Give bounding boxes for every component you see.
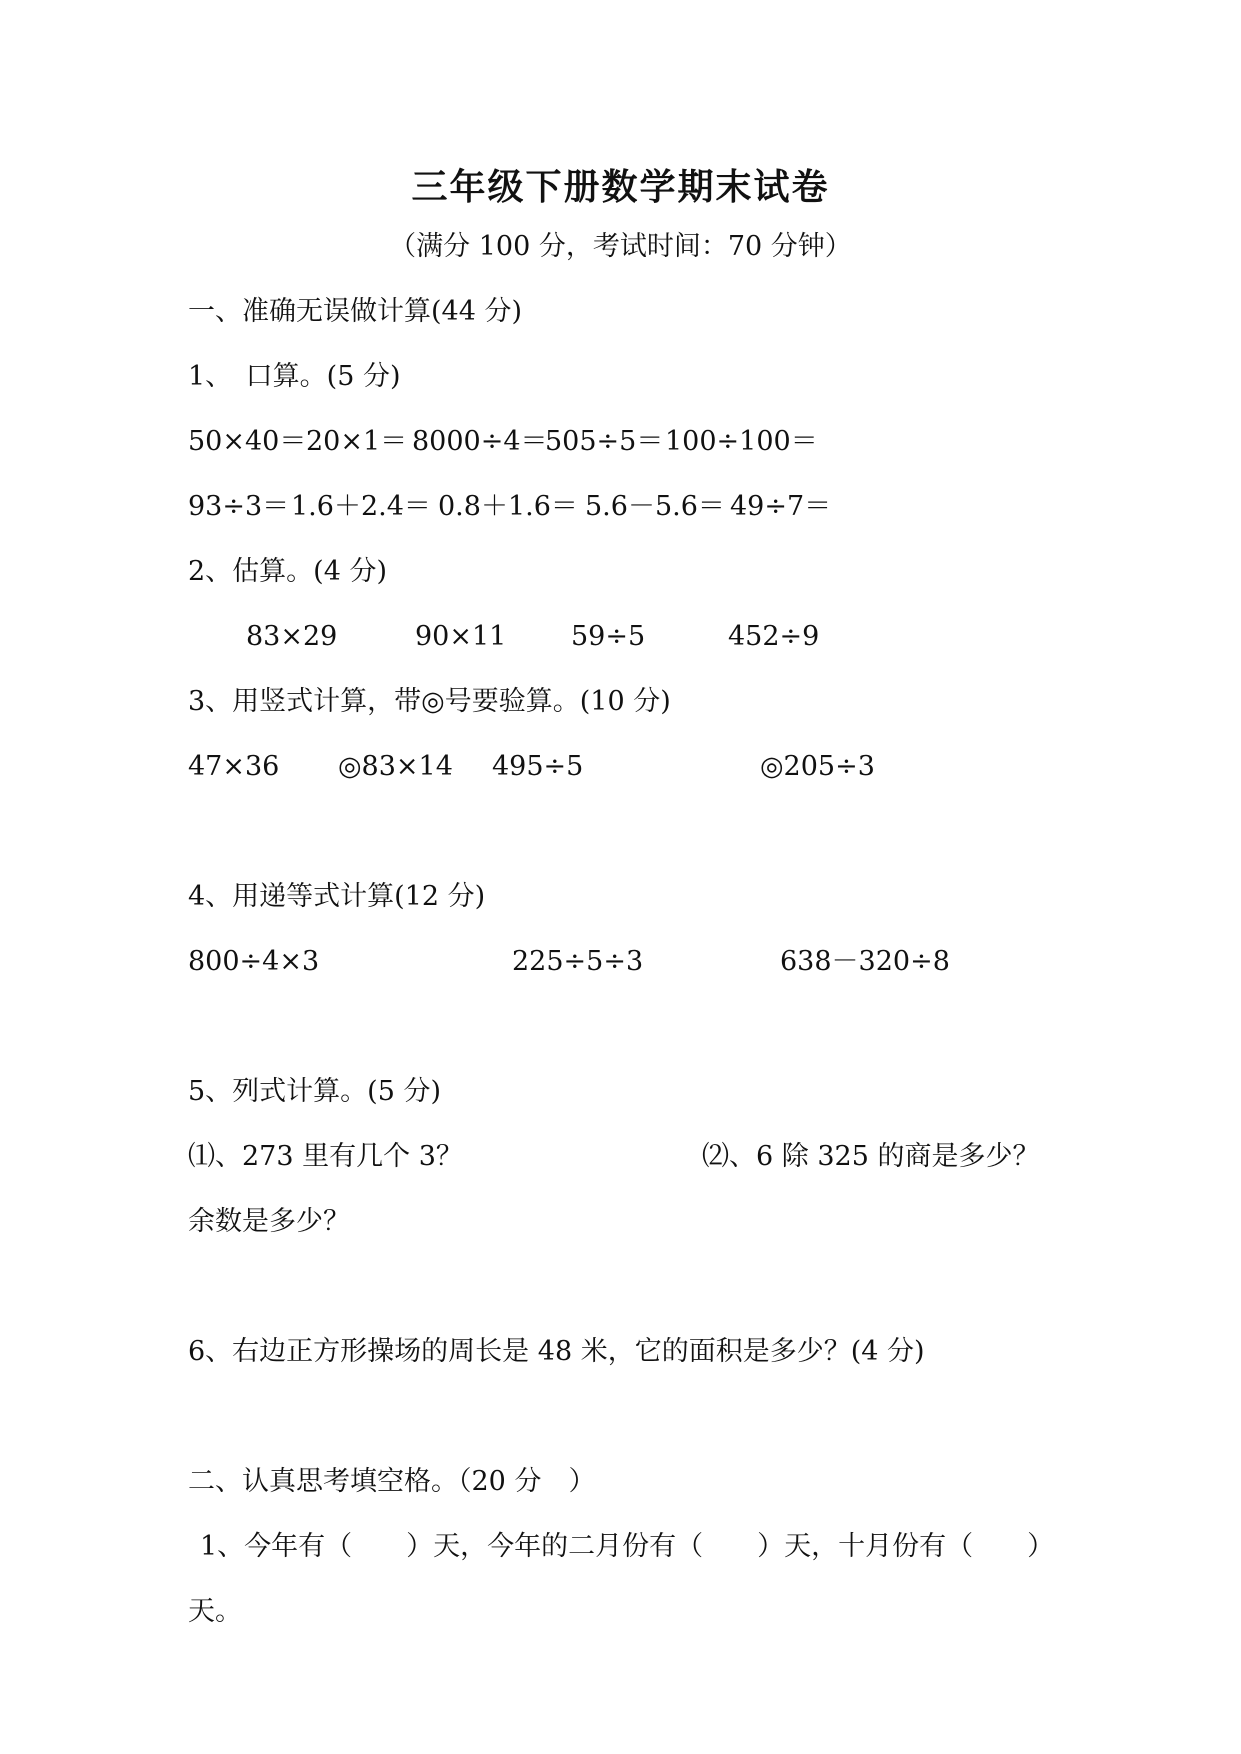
q1-item: 50×40＝ — [188, 426, 307, 457]
q4-item: 800÷4×3 — [188, 946, 320, 977]
q2-item: 90×11 — [415, 621, 507, 652]
q1-item: 1.6＋2.4＝ — [291, 491, 431, 522]
q5-part-2: ⑵、6 除 325 的商是多少？ — [702, 1141, 1040, 1172]
q2-item: 452÷9 — [728, 621, 820, 652]
section-2-heading: 二、认真思考填空格。（20 分 ） — [188, 1466, 596, 1497]
page-title: 三年级下册数学期末试卷 — [411, 166, 830, 208]
q1-item: 505÷5＝ — [545, 426, 664, 457]
q1-item: 100÷100＝ — [665, 426, 818, 457]
q1-item: 49÷7＝ — [730, 491, 832, 522]
q5-part-1: ⑴、273 里有几个 3？ — [188, 1141, 463, 1172]
q3-item: 47×36 — [188, 751, 280, 782]
q5-part-2-continued: 余数是多少？ — [188, 1206, 350, 1237]
q4-item: 638－320÷8 — [780, 946, 950, 977]
fill-blank-question-1-continued: 天。 — [188, 1596, 242, 1627]
q2-item: 83×29 — [246, 621, 338, 652]
section-1-heading: 一、准确无误做计算(44 分) — [188, 296, 523, 327]
q1-item: 20×1＝ — [306, 426, 408, 457]
q3-item: ◎205÷3 — [760, 751, 875, 782]
q1-item: 8000÷4＝ — [412, 426, 548, 457]
q2-item: 59÷5 — [571, 621, 646, 652]
q5-label: 5、列式计算。(5 分) — [188, 1076, 442, 1107]
q3-item: 495÷5 — [492, 751, 584, 782]
fill-blank-question-1: 1、今年有（ ）天，今年的二月份有（ ）天，十月份有（ ） — [200, 1531, 1055, 1562]
q1-item: 93÷3＝ — [188, 491, 290, 522]
q1-label: 1、 口算。(5 分) — [188, 361, 401, 392]
q4-label: 4、用递等式计算(12 分) — [188, 881, 486, 912]
q3-label: 3、用竖式计算，带◎号要验算。(10 分) — [188, 686, 671, 717]
q1-item: 5.6－5.6＝ — [585, 491, 725, 522]
q2-label: 2、估算。(4 分) — [188, 556, 388, 587]
q3-item: ◎83×14 — [338, 751, 453, 782]
q4-item: 225÷5÷3 — [512, 946, 644, 977]
exam-info: （满分 100 分，考试时间：70 分钟） — [389, 231, 852, 262]
q1-item: 0.8＋1.6＝ — [438, 491, 578, 522]
q6-label: 6、右边正方形操场的周长是 48 米，它的面积是多少？(4 分) — [188, 1336, 925, 1367]
